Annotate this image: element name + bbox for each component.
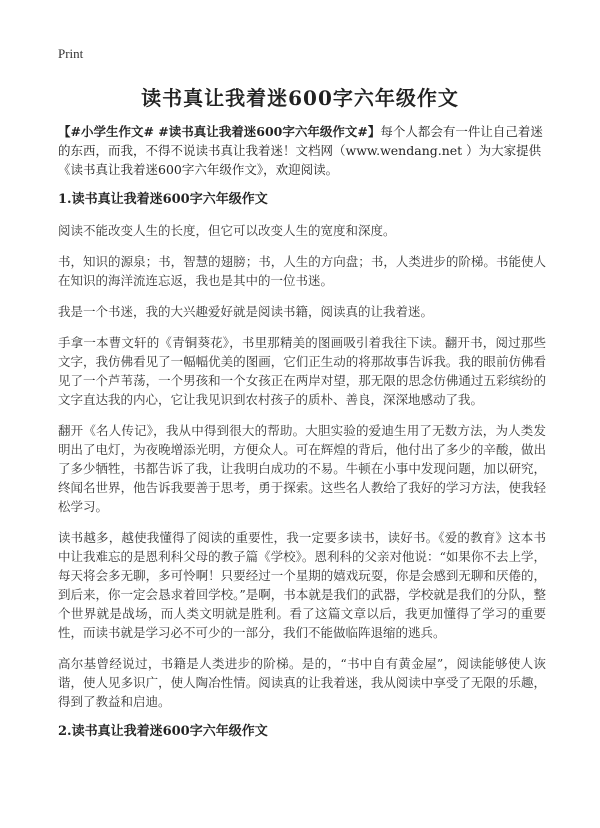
paragraph: 读书越多，越使我懂得了阅读的重要性，我一定要多读书，读好书。《爱的教育》这本书中让我难忘的是恩利科父母的教子篇《学校》。恩利科的父亲对他说：“如果你不去上学，每天将会多无聊，多可怜啊！只要经过一个星期的嬉戏玩耍，你是会感到无聊和厌倦的，到后来，你一定会恳求着回学校。”是啊，书本就是我们的武器，学校就是我们的分队，整个世界就是战场，而人类文明就是胜利。看了这篇文章以后，我更加懂得了学习的重要性，而读书就是学习必不可少的一部分，我们不能做临阵退缩的逃兵。 xyxy=(58,530,546,640)
intro-paragraph xyxy=(58,122,546,179)
paragraph: 翻开《名人传记》，我从中得到很大的帮助。大胆实验的爱迪生用了无数方法，为人类发明出了电灯，为夜晚增添光明，方便众人。可在辉煌的背后，他付出了多少的辛酸，做出了多少牺牲，书都告诉了我，让我明白成功的不易。牛顿在小事中发现问题，加以研究，终闻名世界，他告诉我要善于思考，勇于探索。这些名人教给了我好的学习方法，使我轻松学习。 xyxy=(58,423,546,514)
page-title: 读书真让我着迷600字六年级作文 xyxy=(141,86,459,110)
paragraph: 高尔基曾经说过，书籍是人类进步的阶梯。是的，“书中自有黄金屋”，阅读能够使人诙谐，使人见多识广，使人陶冶性情。阅读真的让我着迷，我从阅读中享受了无限的乐趣，得到了教益和启迪。 xyxy=(58,656,546,709)
article-body xyxy=(58,122,546,753)
intro-lead: 【#小学生作文# #读书真让我着迷600字六年级作文#】 xyxy=(58,124,381,139)
paragraph: 我是一个书迷，我的大兴趣爱好就是阅读书籍，阅读真的让我着迷。 xyxy=(58,304,434,319)
paragraph: 阅读不能改变人生的长度，但它可以改变人生的宽度和深度。 xyxy=(58,223,396,238)
paragraph: 书，知识的源泉；书，智慧的翅膀；书，人生的方向盘；书，人类进步的阶梯。书能使人在知识的海洋流连忘返，我也是其中的一位书迷。 xyxy=(58,254,546,288)
section-heading-2: 2.读书真让我着迷600字六年级作文 xyxy=(58,724,268,739)
paragraph: 手拿一本曹文轩的《青铜葵花》，书里那精美的图画吸引着我往下读。翻开书，阅过那些文字，我仿佛看见了一幅幅优美的图画，它们正生动的将那故事告诉我。我的眼前仿佛看见了一个芦苇荡，一个男孩和一个女孩正在两岸对望，那无限的思念仿佛通过五彩缤纷的文字直达我的内心，它让我见识到农村孩子的质朴、善良，深深地感动了我。 xyxy=(58,335,546,407)
section-heading-1: 1.读书真让我着迷600字六年级作文 xyxy=(58,192,268,207)
intro-text: 每个人都会有一件让自己着迷的东西，而我，不得不说读书真让我着迷！文档网（www.wendang.net ）为大家提供《读书真让我着迷600字六年级作文》，欢迎阅读。 xyxy=(58,124,543,177)
print-link[interactable]: Print xyxy=(58,46,84,61)
